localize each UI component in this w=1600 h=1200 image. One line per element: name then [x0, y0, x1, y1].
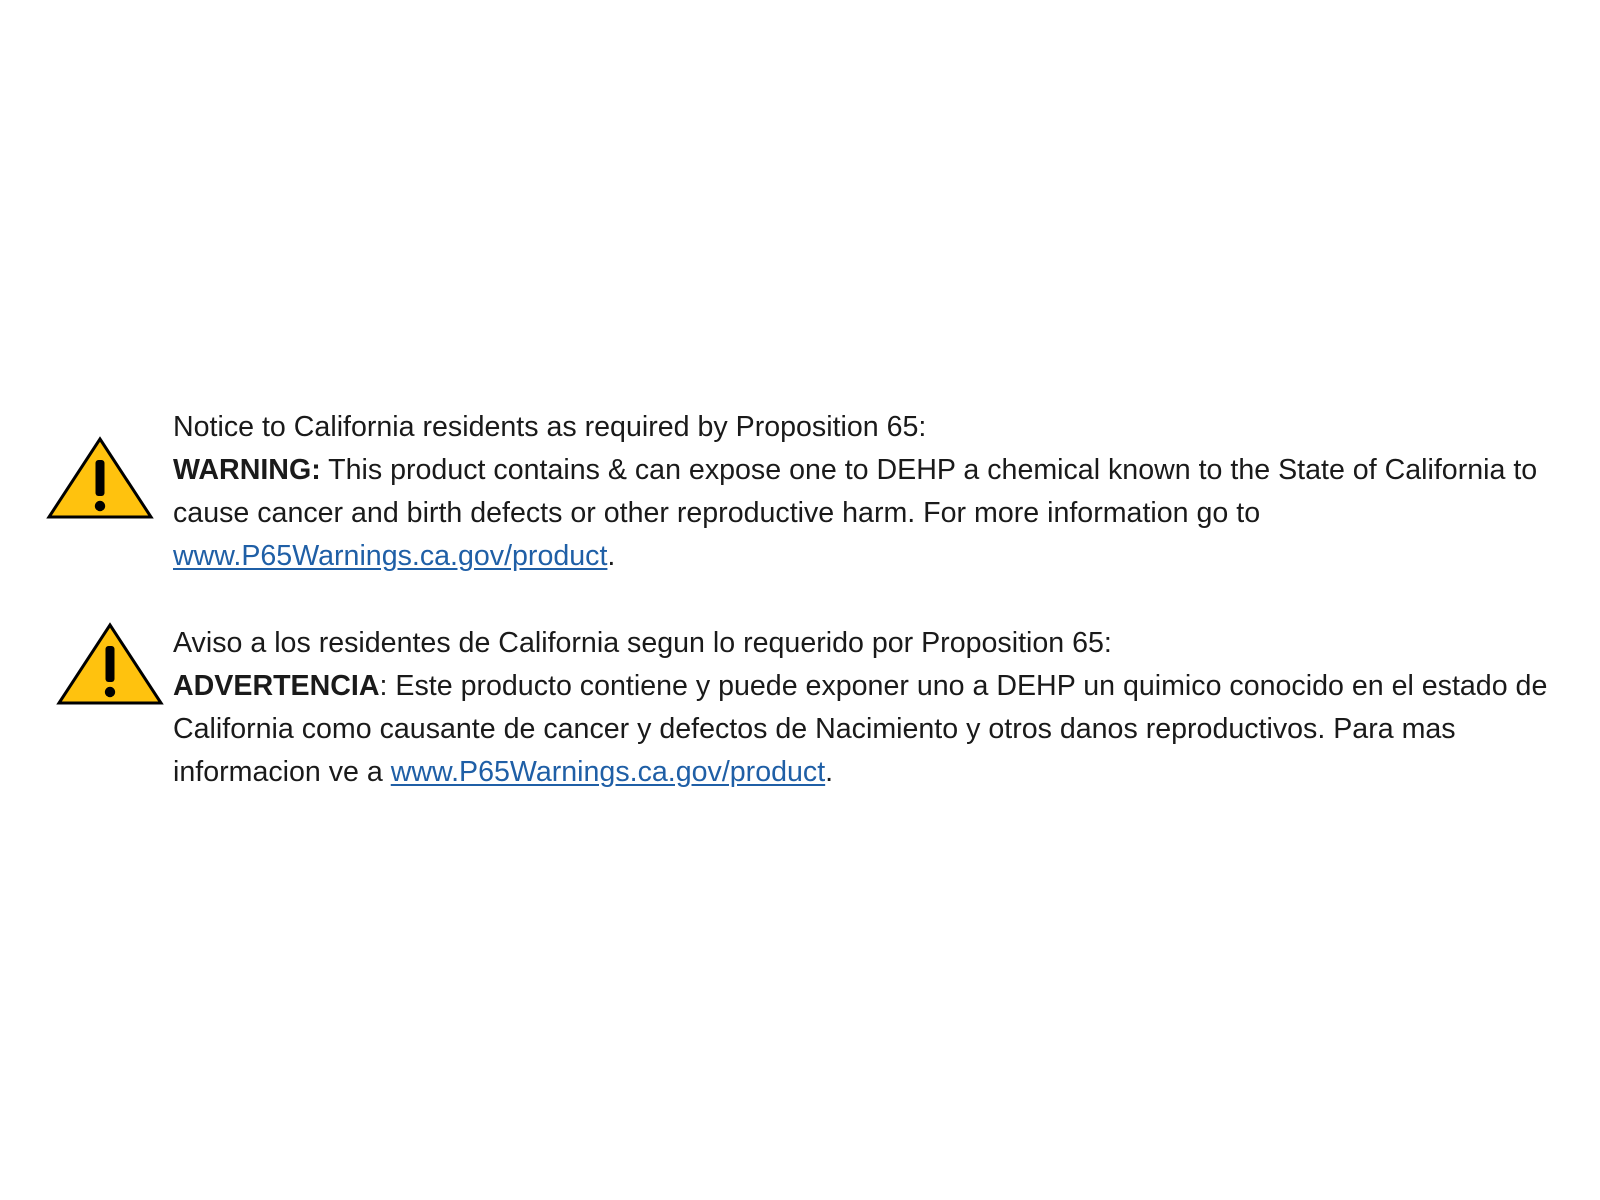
warning-paragraph: [173, 665, 1563, 794]
warning-triangle-icon: [56, 622, 164, 706]
notice-text-block: [173, 622, 1563, 794]
warning-label: ADVERTENCIA: [173, 670, 380, 702]
warning-paragraph: [173, 449, 1563, 578]
notice-heading: Notice to California residents as required by Proposition 65:: [173, 411, 927, 443]
warning-body-end: .: [607, 540, 616, 572]
warning-body-end: .: [825, 756, 834, 788]
warning-triangle-icon: [46, 436, 154, 520]
p65-info-link[interactable]: www.P65Warnings.ca.gov/product: [173, 540, 608, 572]
p65-info-link[interactable]: www.P65Warnings.ca.gov/product: [390, 756, 826, 788]
notice-heading: Aviso a los residentes de California segun lo requerido por Proposition 65:: [173, 627, 1112, 659]
warning-label: WARNING:: [173, 454, 321, 486]
warning-body: This product contains & can expose one to DEHP a chemical known to the State of California to cause cancer and birth defects or other reproductive harm. For more information go to: [173, 454, 1538, 529]
warning-body: : Este producto contiene y puede exponer uno a DEHP un quimico conocido en el estado de California como causante de cancer y defectos de Nacimiento y otros danos reproductivos. Para mas informacion ve a: [173, 670, 1548, 788]
notice-text-block: [173, 406, 1563, 578]
